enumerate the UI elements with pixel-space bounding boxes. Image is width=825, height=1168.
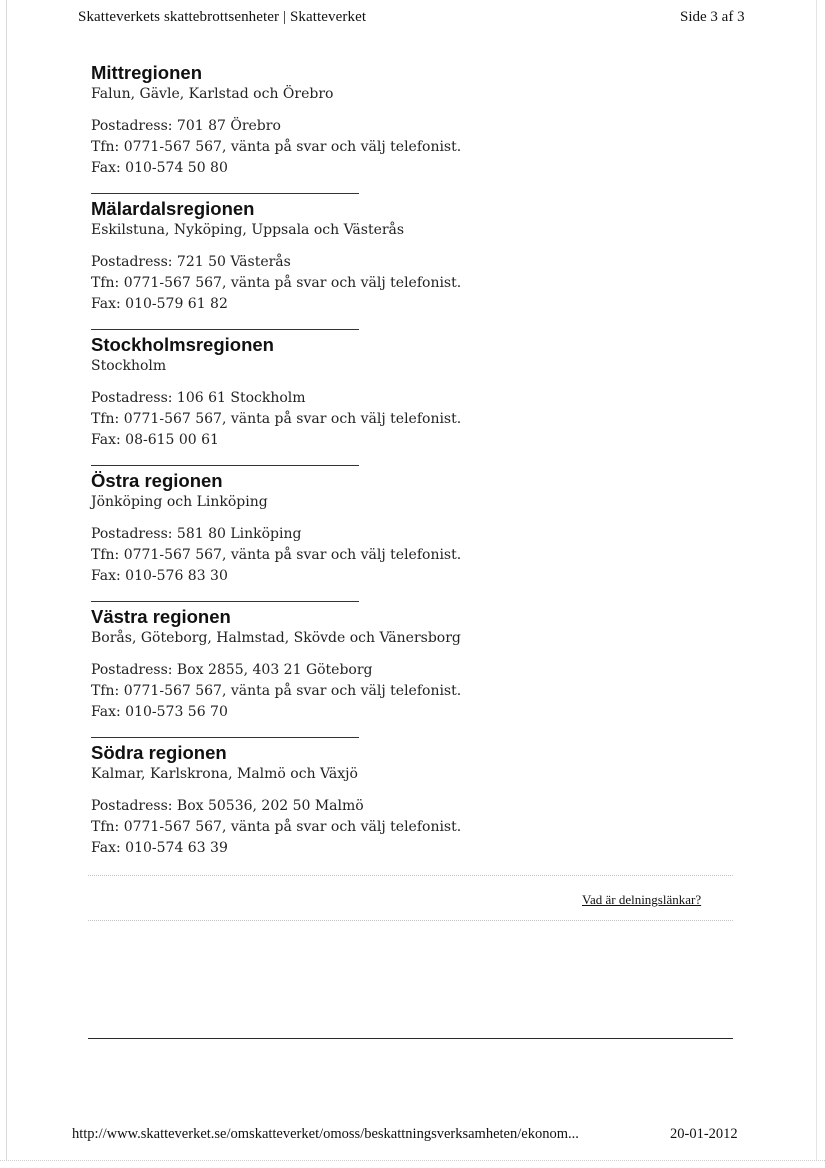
region-name: Stockholmsregionen bbox=[91, 334, 274, 355]
fax-number: Fax: 010-574 50 80 bbox=[91, 160, 228, 176]
scan-edge-right bbox=[816, 0, 817, 1160]
region-name: Södra regionen bbox=[91, 742, 227, 763]
postal-address: Postadress: Box 2855, 403 21 Göteborg bbox=[91, 662, 373, 678]
fax-number: Fax: 08-615 00 61 bbox=[91, 432, 219, 448]
region-cities: Stockholm bbox=[91, 358, 167, 374]
dotted-separator bbox=[88, 920, 733, 921]
page-number: Side 3 af 3 bbox=[680, 9, 745, 25]
share-links-link[interactable]: Vad är delningslänkar? bbox=[582, 892, 702, 907]
region-name: Mittregionen bbox=[91, 62, 202, 83]
region-block bbox=[89, 198, 729, 334]
postal-address: Postadress: 106 61 Stockholm bbox=[91, 390, 306, 406]
phone-number: Tfn: 0771-567 567, vänta på svar och välj telefonist. bbox=[91, 411, 462, 427]
footer-date: 20-01-2012 bbox=[670, 1126, 738, 1142]
region-block bbox=[89, 606, 729, 742]
region-name: Mälardalsregionen bbox=[91, 198, 255, 219]
region-name: Östra regionen bbox=[91, 470, 223, 491]
scan-edge-left bbox=[6, 0, 7, 1160]
postal-address: Postadress: 581 80 Linköping bbox=[91, 526, 302, 542]
region-divider bbox=[91, 329, 359, 330]
scan-edge-bottom bbox=[0, 1160, 825, 1161]
phone-number: Tfn: 0771-567 567, vänta på svar och välj telefonist. bbox=[91, 547, 462, 563]
region-block bbox=[89, 334, 729, 470]
postal-address: Postadress: Box 50536, 202 50 Malmö bbox=[91, 798, 364, 814]
phone-number: Tfn: 0771-567 567, vänta på svar och välj telefonist. bbox=[91, 139, 462, 155]
phone-number: Tfn: 0771-567 567, vänta på svar och välj telefonist. bbox=[91, 683, 462, 699]
fax-number: Fax: 010-576 83 30 bbox=[91, 568, 228, 584]
regions-list bbox=[89, 62, 729, 878]
region-cities: Falun, Gävle, Karlstad och Örebro bbox=[91, 86, 334, 102]
postal-address: Postadress: 701 87 Örebro bbox=[91, 118, 281, 134]
region-divider bbox=[91, 601, 359, 602]
region-block bbox=[89, 742, 729, 878]
phone-number: Tfn: 0771-567 567, vänta på svar och välj telefonist. bbox=[91, 819, 462, 835]
fax-number: Fax: 010-579 61 82 bbox=[91, 296, 228, 312]
region-block bbox=[89, 62, 729, 198]
region-name: Västra regionen bbox=[91, 606, 231, 627]
region-block bbox=[89, 470, 729, 606]
region-divider bbox=[91, 465, 359, 466]
region-cities: Kalmar, Karlskrona, Malmö och Växjö bbox=[91, 766, 358, 782]
header-title: Skatteverkets skattebrottsenheter | Skatteverket bbox=[78, 9, 367, 25]
fax-number: Fax: 010-574 63 39 bbox=[91, 840, 228, 856]
dotted-separator bbox=[88, 875, 733, 876]
region-cities: Eskilstuna, Nyköping, Uppsala och Västerås bbox=[91, 222, 405, 238]
region-cities: Jönköping och Linköping bbox=[91, 494, 268, 510]
postal-address: Postadress: 721 50 Västerås bbox=[91, 254, 291, 270]
region-divider bbox=[91, 193, 359, 194]
fax-number: Fax: 010-573 56 70 bbox=[91, 704, 228, 720]
region-cities: Borås, Göteborg, Halmstad, Skövde och Vänersborg bbox=[91, 630, 461, 646]
region-divider bbox=[91, 737, 359, 738]
phone-number: Tfn: 0771-567 567, vänta på svar och välj telefonist. bbox=[91, 275, 462, 291]
footer-url: http://www.skatteverket.se/omskatteverket/omoss/beskattningsverksamheten/ekonom... bbox=[72, 1126, 579, 1142]
footer-divider bbox=[88, 1038, 733, 1039]
